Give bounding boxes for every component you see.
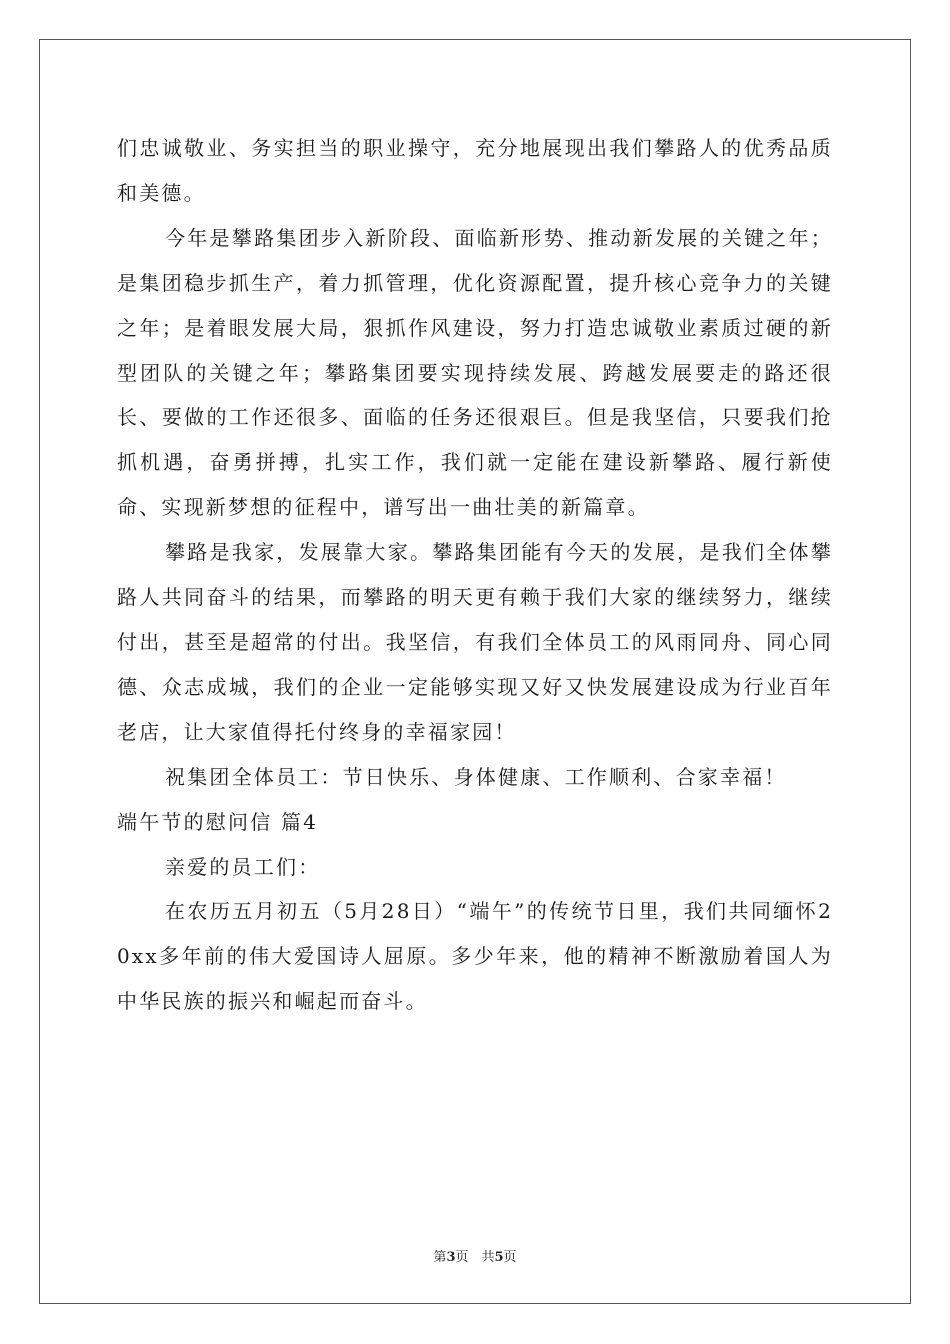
page-footer [0, 1246, 950, 1265]
paragraph-2: 今年是攀路集团步入新阶段、面临新形势、推动新发展的关键之年；是集团稳步抓生产，着力抓管理，优化资源配置，提升核心竞争力的关键之年；是着眼发展大局，狠抓作风建设，努力打造忠诚敬业素质过硬的新型团队的关键之年；攀路集团要实现持续发展、跨越发展要走的路还很长、要做的工作还很多、面临的任务还很艰巨。但是我坚信，只要我们抢抓机遇，奋勇拼搏，扎实工作，我们就一定能在建设新攀路、履行新使命、实现新梦想的征程中，谱写出一曲壮美的新篇章。 [117, 225, 833, 520]
footer-prefix: 第 [433, 1250, 447, 1265]
section-heading: 端午节的慰问信 篇4 [117, 809, 319, 834]
paragraph-1: 们忠诚敬业、务实担当的职业操守，充分地展现出我们攀路人的优秀品质和美德。 [117, 136, 833, 205]
paragraph-5: 在农历五月初五（5月28日）“端午”的传统节日里，我们共同缅怀20xx多年前的伟大爱国诗人屈原。多少年来，他的精神不断激励着国人为中华民族的振兴和崛起而奋斗。 [117, 899, 833, 1014]
paragraph-3: 攀路是我家，发展靠大家。攀路集团能有今天的发展，是我们全体攀路人共同奋斗的结果，而攀路的明天更有赖于我们大家的继续努力，继续付出，甚至是超常的付出。我坚信，有我们全体员工的风雨同舟、同心同德、众志成城，我们的企业一定能够实现又好又快发展建设成为行业百年老店，让大家值得托付终身的幸福家园！ [117, 540, 833, 744]
footer-suffix: 页 [503, 1250, 517, 1265]
document-body [117, 126, 833, 1024]
salutation: 亲爱的员工们： [165, 854, 321, 879]
footer-total-pages: 5 [494, 1250, 504, 1265]
footer-current-page: 3 [446, 1250, 456, 1265]
paragraph-4: 祝集团全体员工：节日快乐、身体健康、工作顺利、合家幸福！ [165, 764, 787, 789]
footer-middle: 页 共 [455, 1250, 495, 1265]
